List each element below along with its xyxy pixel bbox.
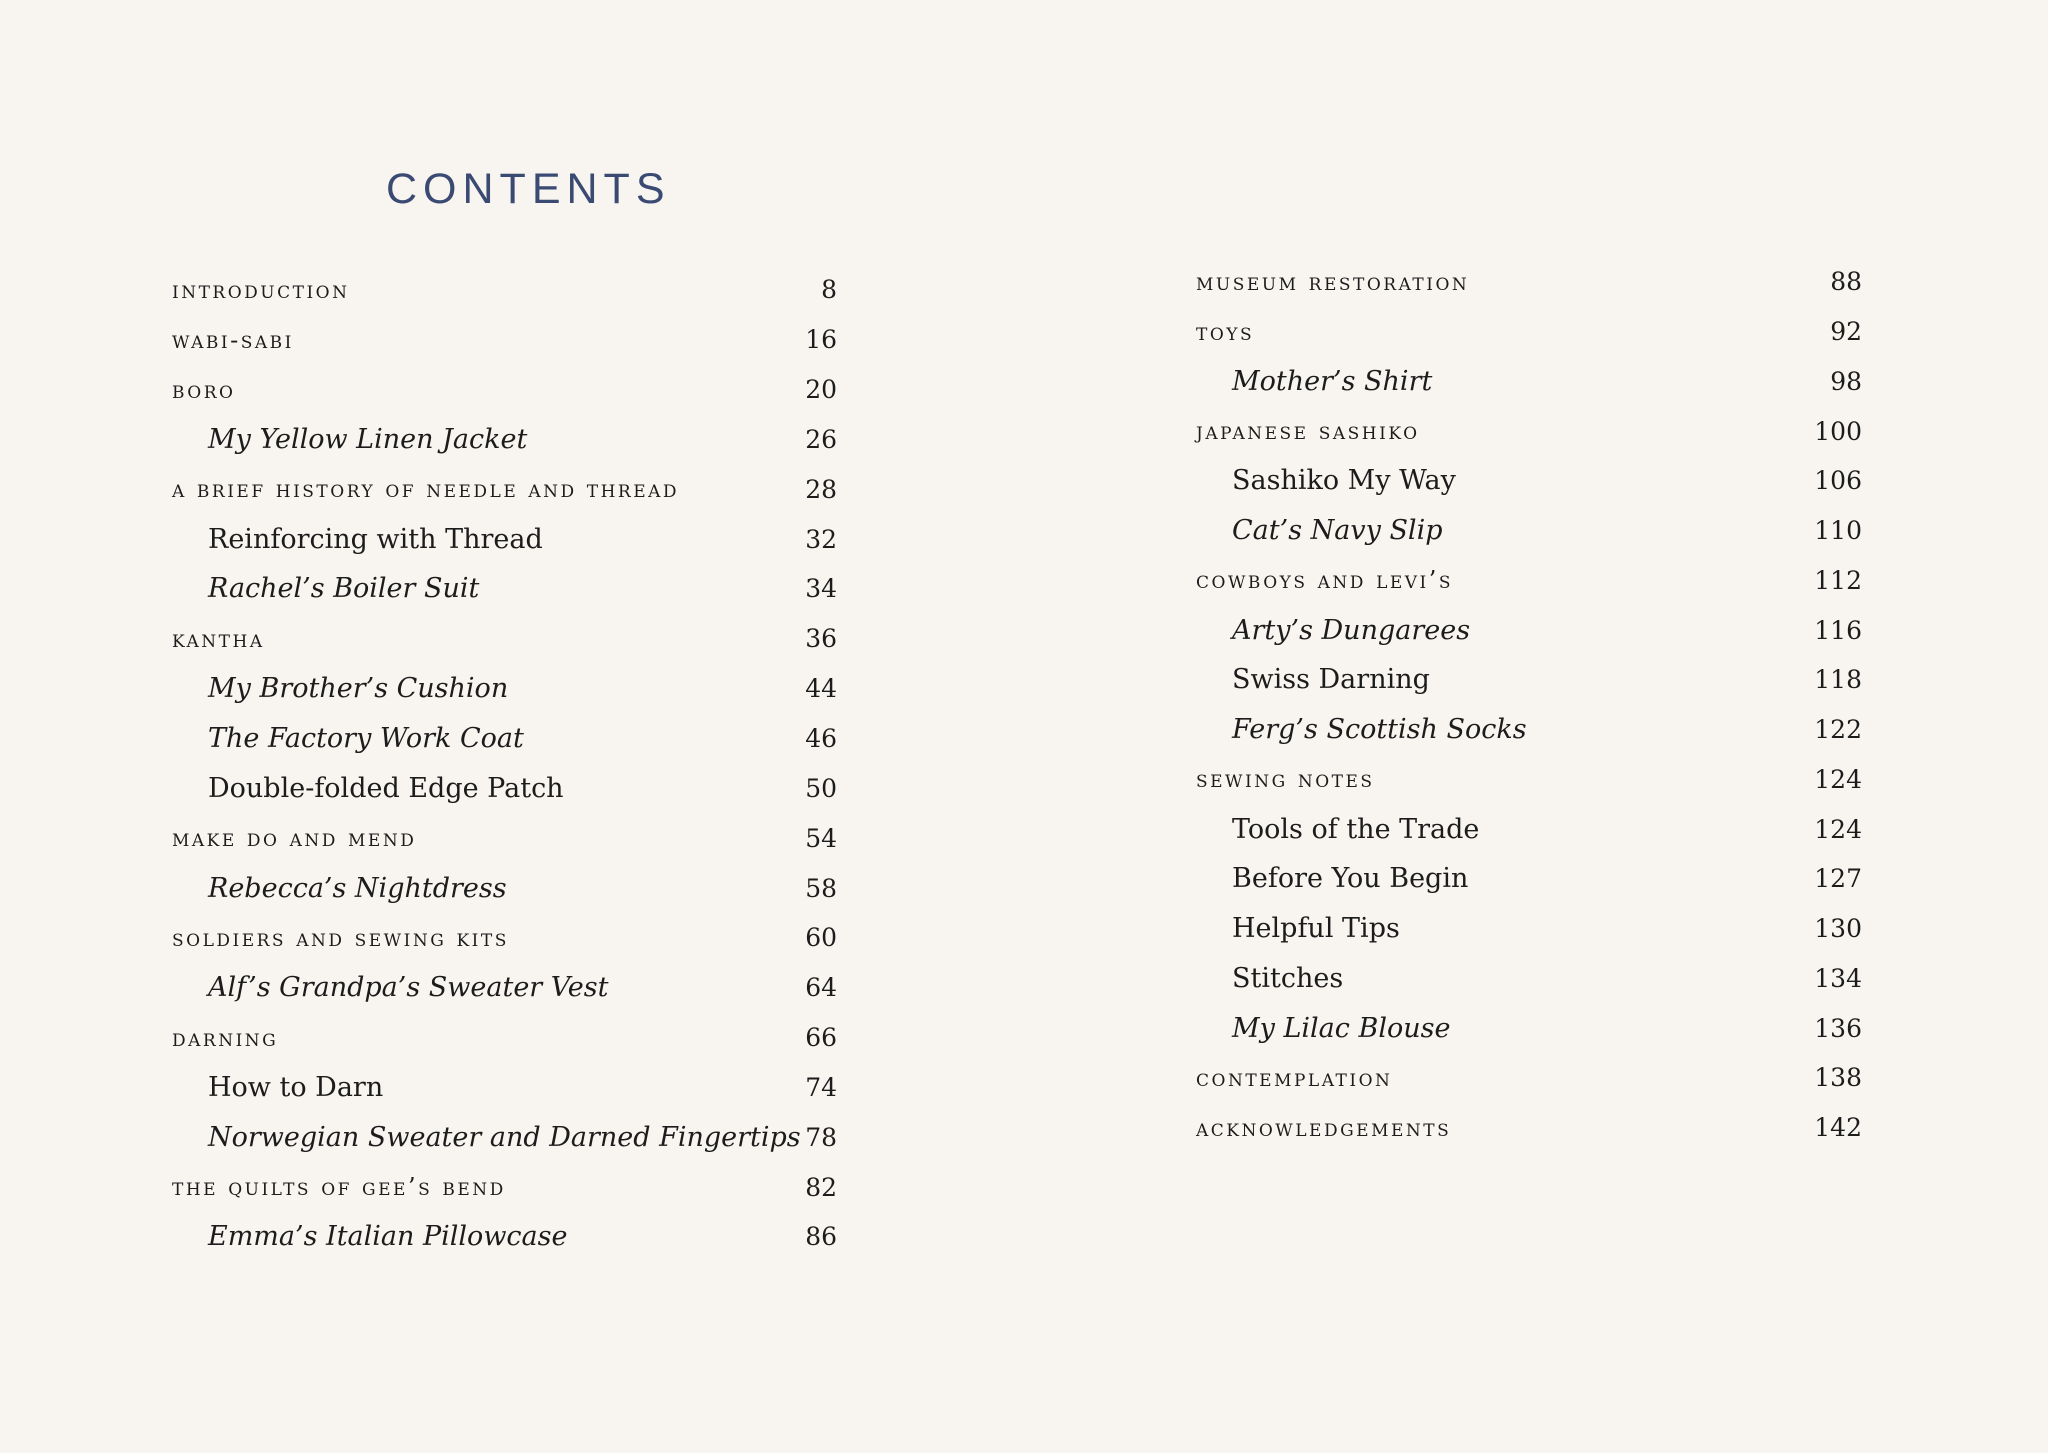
toc-chapter-entry[interactable] (1196, 406, 1862, 456)
toc-entry-title: sewing notes (1196, 765, 1375, 794)
toc-entry-title: My Lilac Blouse (1232, 1012, 1451, 1044)
toc-page-number: 134 (1814, 963, 1862, 993)
toc-page-number: 64 (805, 973, 837, 1003)
toc-section-entry[interactable] (172, 863, 837, 913)
toc-chapter-entry[interactable] (172, 1162, 837, 1212)
toc-page-number: 28 (805, 474, 837, 504)
toc-entry-title: Reinforcing with Thread (208, 523, 543, 555)
toc-section-entry[interactable] (172, 963, 837, 1013)
toc-entry-title: introduction (172, 275, 350, 304)
toc-page-number: 82 (805, 1172, 837, 1202)
toc-chapter-entry[interactable] (1196, 257, 1862, 307)
toc-section-entry[interactable] (172, 415, 837, 465)
toc-chapter-entry[interactable] (172, 614, 837, 664)
toc-entry-title: wabi-sabi (172, 325, 294, 354)
toc-page-number: 50 (805, 773, 837, 803)
toc-page-number: 58 (805, 873, 837, 903)
toc-page-number: 54 (805, 823, 837, 853)
toc-section-entry[interactable] (172, 564, 837, 614)
toc-entry-title: My Brother’s Cushion (208, 673, 509, 705)
toc-page-number: 116 (1814, 615, 1862, 645)
toc-chapter-entry[interactable] (172, 913, 837, 963)
toc-section-entry[interactable] (1196, 456, 1862, 506)
toc-chapter-entry[interactable] (172, 365, 837, 415)
toc-entry-title: darning (172, 1023, 279, 1052)
toc-entry-title: Alf’s Grandpa’s Sweater Vest (208, 972, 609, 1004)
toc-page-number: 86 (805, 1222, 837, 1252)
toc-section-entry[interactable] (172, 763, 837, 813)
toc-page-number: 124 (1814, 764, 1862, 794)
toc-section-entry[interactable] (172, 1212, 837, 1262)
toc-entry-title: a brief history of needle and thread (172, 475, 680, 504)
toc-entry-title: Arty’s Dungarees (1232, 614, 1471, 646)
toc-page-number: 142 (1814, 1113, 1862, 1143)
toc-chapter-entry[interactable] (1196, 1053, 1862, 1103)
toc-section-entry[interactable] (1196, 1003, 1862, 1053)
toc-entry-title: Mother’s Shirt (1232, 365, 1433, 397)
toc-section-entry[interactable] (1196, 705, 1862, 755)
toc-page-number: 122 (1814, 715, 1862, 745)
toc-entry-title: Swiss Darning (1232, 664, 1430, 696)
toc-page-number: 8 (821, 275, 837, 305)
toc-page-number: 20 (805, 375, 837, 405)
toc-page-number: 98 (1830, 366, 1862, 396)
toc-section-entry[interactable] (172, 664, 837, 714)
toc-section-entry[interactable] (1196, 804, 1862, 854)
toc-page-number: 44 (805, 674, 837, 704)
toc-chapter-entry[interactable] (172, 1013, 837, 1063)
toc-chapter-entry[interactable] (172, 464, 837, 514)
toc-entry-title: Ferg’s Scottish Socks (1232, 714, 1527, 746)
toc-entry-title: Rachel’s Boiler Suit (208, 573, 480, 605)
toc-page-number: 88 (1830, 267, 1862, 297)
toc-entry-title: cowboys and levi’s (1196, 566, 1454, 595)
toc-page-number: 60 (805, 923, 837, 953)
toc-entry-title: Norwegian Sweater and Darned Fingertips (208, 1121, 801, 1153)
toc-entry-title: make do and mend (172, 824, 417, 853)
toc-entry-title: Emma’s Italian Pillowcase (208, 1221, 568, 1253)
toc-entry-title: Helpful Tips (1232, 913, 1400, 945)
toc-page-number: 136 (1814, 1013, 1862, 1043)
toc-chapter-entry[interactable] (172, 315, 837, 365)
toc-page-number: 34 (805, 574, 837, 604)
toc-entry-title: japanese sashiko (1196, 417, 1420, 446)
toc-page-number: 127 (1814, 864, 1862, 894)
toc-entry-title: soldiers and sewing kits (172, 923, 509, 952)
toc-page-number: 32 (805, 524, 837, 554)
toc-entry-title: museum restoration (1196, 267, 1470, 296)
toc-page-number: 74 (805, 1072, 837, 1102)
toc-column-left (172, 265, 837, 1262)
toc-entry-title: toys (1196, 317, 1255, 346)
toc-page-number: 110 (1814, 516, 1862, 546)
toc-entry-title: the quilts of gee’s bend (172, 1173, 506, 1202)
page-title: CONTENTS (386, 165, 671, 213)
toc-chapter-entry[interactable] (1196, 556, 1862, 606)
toc-page-number: 46 (805, 724, 837, 754)
toc-section-entry[interactable] (172, 514, 837, 564)
toc-entry-title: Sashiko My Way (1232, 465, 1456, 497)
toc-chapter-entry[interactable] (1196, 755, 1862, 805)
toc-entry-title: The Factory Work Coat (208, 723, 524, 755)
toc-entry-title: kantha (172, 624, 265, 653)
toc-page-number: 124 (1814, 814, 1862, 844)
toc-entry-title: How to Darn (208, 1071, 384, 1103)
toc-page-number: 78 (805, 1122, 837, 1152)
toc-page-number: 100 (1814, 416, 1862, 446)
toc-section-entry[interactable] (1196, 506, 1862, 556)
toc-chapter-entry[interactable] (172, 265, 837, 315)
toc-section-entry[interactable] (172, 1063, 837, 1113)
toc-page-number: 16 (805, 325, 837, 355)
toc-page-number: 66 (805, 1023, 837, 1053)
toc-chapter-entry[interactable] (1196, 307, 1862, 357)
toc-page-number: 106 (1814, 466, 1862, 496)
toc-chapter-entry[interactable] (172, 813, 837, 863)
toc-entry-title: boro (172, 375, 236, 404)
toc-section-entry[interactable] (1196, 954, 1862, 1004)
toc-entry-title: Cat’s Navy Slip (1232, 515, 1443, 547)
toc-page-number: 36 (805, 624, 837, 654)
toc-column-right (1196, 257, 1862, 1153)
toc-section-entry[interactable] (1196, 854, 1862, 904)
toc-section-entry[interactable] (1196, 655, 1862, 705)
toc-entry-title: Rebecca’s Nightdress (208, 872, 507, 904)
toc-section-entry[interactable] (172, 1112, 837, 1162)
toc-entry-title: Tools of the Trade (1232, 813, 1480, 845)
toc-section-entry[interactable] (1196, 904, 1862, 954)
toc-entry-title: My Yellow Linen Jacket (208, 423, 528, 455)
toc-page-number: 26 (805, 424, 837, 454)
toc-page-number: 92 (1830, 317, 1862, 347)
toc-entry-title: contemplation (1196, 1063, 1393, 1092)
toc-page-number: 138 (1814, 1063, 1862, 1093)
toc-entry-title: Stitches (1232, 962, 1344, 994)
toc-chapter-entry[interactable] (1196, 1103, 1862, 1153)
toc-page-number: 118 (1814, 665, 1862, 695)
toc-entry-title: acknowledgements (1196, 1113, 1452, 1142)
toc-page-number: 130 (1814, 914, 1862, 944)
toc-page-number: 112 (1814, 565, 1862, 595)
toc-section-entry[interactable] (1196, 605, 1862, 655)
toc-entry-title: Before You Begin (1232, 863, 1469, 895)
toc-section-entry[interactable] (1196, 357, 1862, 407)
toc-entry-title: Double-folded Edge Patch (208, 772, 564, 804)
toc-section-entry[interactable] (172, 714, 837, 764)
